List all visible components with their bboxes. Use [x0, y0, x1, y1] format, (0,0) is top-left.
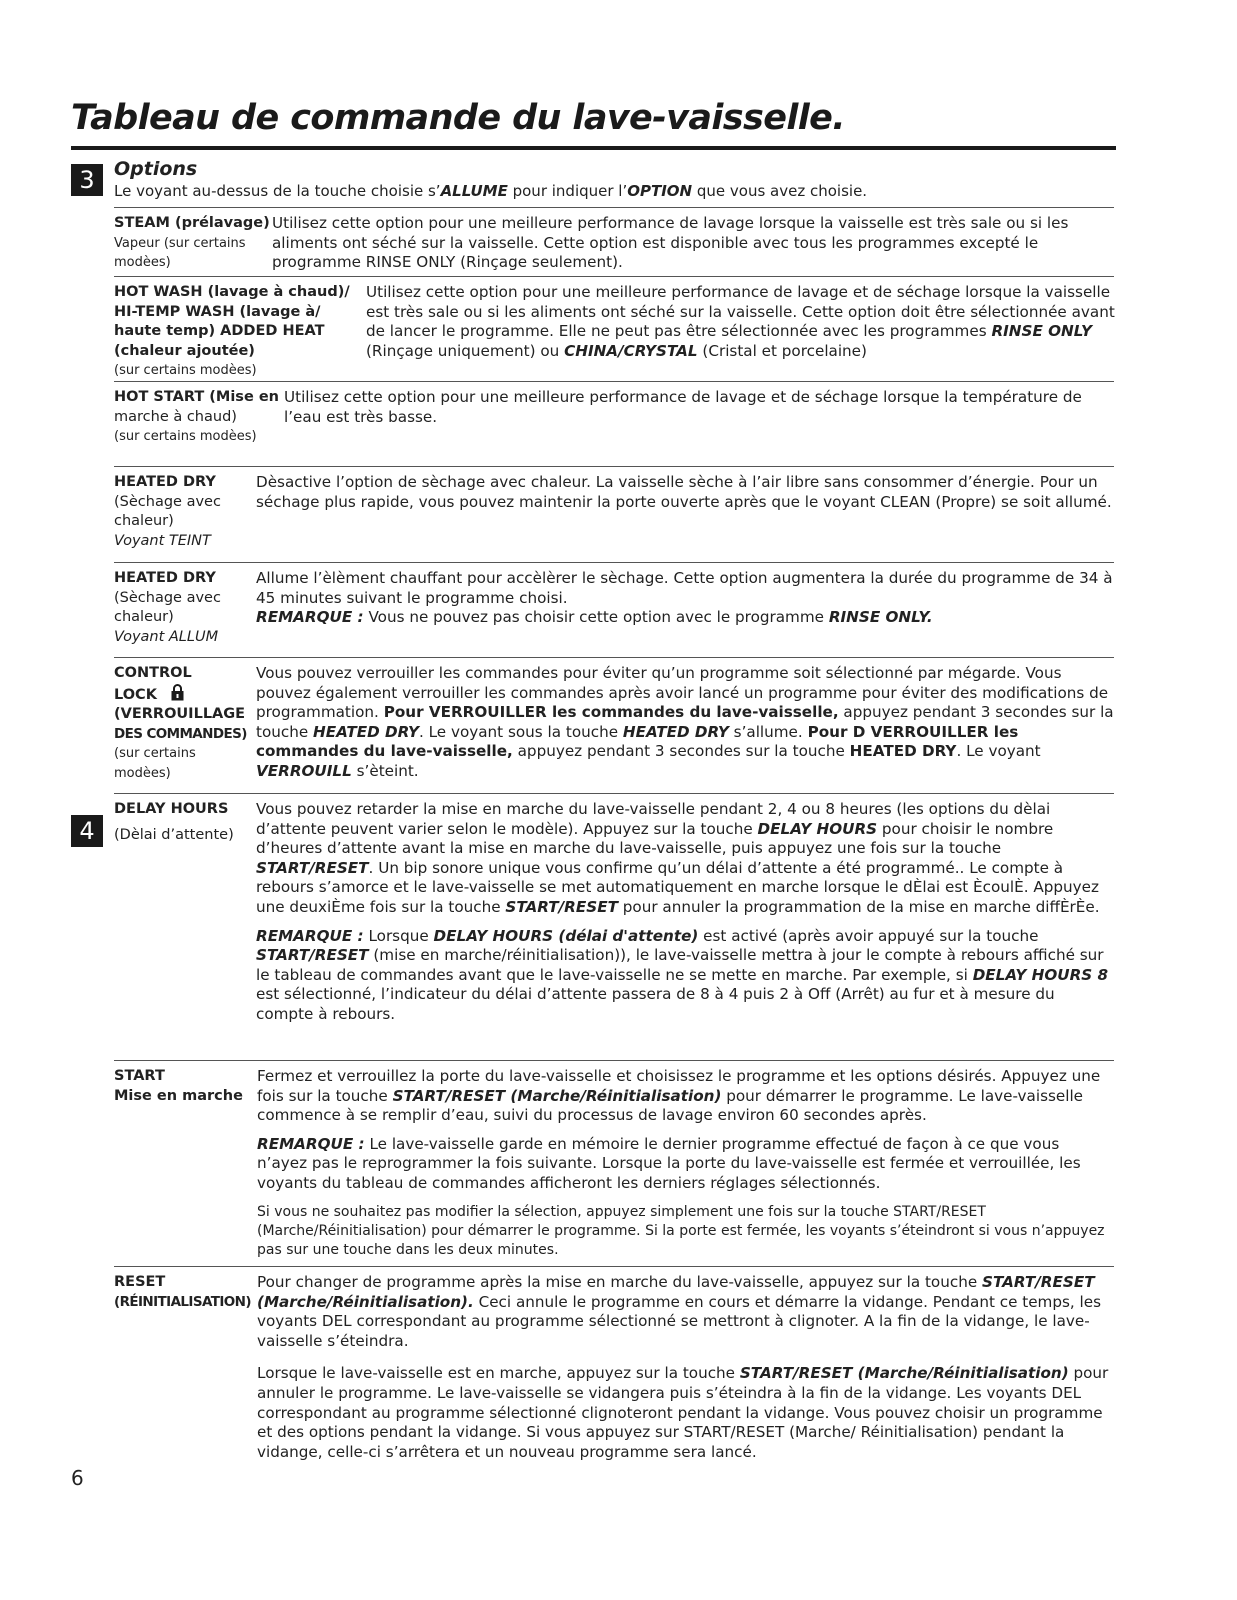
option-row-start — [114, 1060, 1114, 1266]
option-label: CONTROL LOCK (VERROUILLAGE DES COMMANDES) (sur certains modèes) — [114, 665, 247, 781]
page-number: 6 — [71, 1466, 84, 1490]
option-label: DELAY HOURS (Dèlai d’attente) — [114, 801, 234, 843]
option-description: Utilisez cette option pour une meilleure performance de lavage lorsque la vaisselle est très sale ou si les aliments ont séché sur la vaisselle. Cette option est disponible avec tous les programmes excepté le programme RINSE ONLY (Rinçage seulement). — [272, 214, 1069, 272]
section-intro: Le voyant au-dessus de la touche choisie s’ALLUME pour indiquer l’OPTION que vous avez choisie. — [114, 182, 868, 200]
option-row-reset — [114, 1266, 1114, 1467]
option-description: Utilisez cette option pour une meilleure performance de lavage et de séchage lorsque la température de l’eau est très basse. — [284, 388, 1082, 426]
option-row-heated-dry-on — [114, 562, 1114, 658]
option-description: Vous pouvez retarder la mise en marche du lave-vaisselle pendant 2, 4 ou 8 heures (les options du dèlai d’attente peuvent varier selon le modèle). Appuyez sur la touche DELAY HOURS pour choisir le nombre d’heures d’attente avant la mise en marche du lave-vaisselle, puis appuyez une fois sur la touche START/RESET. Un bip sonore unique vous confirme qu’un délai d’attente a été programmé.. Le compte à rebours s’amorce et le lave-vaisselle se met automatiquement en marche lorsque le dÈlai est ÈcoulÈ. Appuyez une deuxiÈme fois sur la touche START/RESET pour annuler la programmation de la mise en marche diffÈrÈe. REMARQUE : Lorsque DELAY HOURS (délai d'attente) est activé (après avoir appuyé sur la touche START/RESET (mise en marche/réinitialisation)), le lave-vaisselle mettra à jour le compte à rebours affiché sur le tableau de commandes avant que le lave-vaisselle ne se mette en marche. Par exemple, si DELAY HOURS 8 est sélectionné, l’indicateur du délai d’attente passera de 8 à 4 puis 2 à Off (Arrêt) au fur et à mesure du compte à rebours. — [256, 800, 1109, 1023]
option-label: HEATED DRY (Sèchage avec chaleur) Voyant TEINT — [114, 474, 221, 549]
section-title: Options — [114, 158, 198, 180]
option-description: Utilisez cette option pour une meilleure performance de lavage et de séchage lorsque la vaisselle est très sale ou si les aliments ont séché sur la vaisselle. Cette option doit être sélectionnée avant de lancer le programme. Elle ne peut pas être sélectionnée avec les programmes RINSE ONLY (Rinçage uniquement) ou CHINA/CRYSTAL (Cristal et porcelaine) — [366, 283, 1115, 360]
section-number-badge: 3 — [71, 164, 103, 196]
option-row-hot-wash — [114, 276, 1114, 381]
option-label: HOT WASH (lavage à chaud)/ HI-TEMP WASH (lavage à/ haute temp) ADDED HEAT (chaleur ajoutée) (sur certains modèes) — [114, 284, 350, 378]
option-row-control-lock — [114, 657, 1114, 794]
option-description: Fermez et verrouillez la porte du lave-vaisselle et choisissez le programme et les options désirés. Appuyez une fois sur la touche START/RESET (Marche/Réinitialisation) pour démarrer le programme. Le lave-vaisselle commence à se remplir d’eau, suivi du processus de lavage environ 60 secondes après. REMARQUE : Le lave-vaisselle garde en mémoire le dernier programme effectué de façon à ce que vous n’ayez pas le reprogrammer la fois suivante. Lorsque la porte du lave-vaisselle est fermée et verrouillée, les voyants du tableau de commandes afficheront les derniers réglages sélectionnés. Si vous ne souhaitez pas modifier la sélection, appuyez simplement une fois sur la touche START/RESET (Marche/Réinitialisation) pour démarrer le programme. Si la porte est fermée, les voyants s’éteindront si vous n’appuyez pas sur une touche dans les deux minutes. — [257, 1067, 1105, 1258]
option-label: HEATED DRY (Sèchage avec chaleur) Voyant ALLUM — [114, 570, 221, 645]
lock-icon — [171, 684, 184, 701]
option-row-steam — [114, 207, 1114, 276]
option-row-delay-hours — [114, 793, 1114, 1060]
page-title: Tableau de commande du lave-vaisselle. — [71, 98, 845, 138]
option-description: Allume l’èlèment chauffant pour accèlèrer le sèchage. Cette option augmentera la durée du programme de 34 à 45 minutes suivant le programme choisi. REMARQUE : Vous ne pouvez pas choisir cette option avec le programme RINSE ONLY. — [256, 569, 1113, 627]
option-label: STEAM (prélavage) Vapeur (sur certains modèes) — [114, 215, 270, 270]
option-row-hot-start — [114, 381, 1114, 466]
option-description: Pour changer de programme après la mise en marche du lave-vaisselle, appuyez sur la touche START/RESET (Marche/Réinitialisation). Ceci annule le programme en cours et démarre la vidange. Pendant ce temps, les voyants DEL correspondant au programme sélectionné se mettront à clignoter. A la fin de la vidange, le lave-vaisselle s’éteindra. Lorsque le lave-vaisselle est en marche, appuyez sur la touche START/RESET (Marche/Réinitialisation) pour annuler le programme. Le lave-vaisselle se vidangera puis s’éteindra à la fin de la vidange. Les voyants DEL correspondant au programme sélectionné clignoteront pendant la vidange. Vous pouvez choisir un programme et des options pendant la vidange. Si vous appuyez sur START/RESET (Marche/ Réinitialisation) pendant la vidange, celle-ci s’arrêtera et un nouveau programme sera lancé. — [257, 1273, 1109, 1461]
option-label: RESET (RÉINITIALISATION) — [114, 1274, 251, 1310]
option-label: START Mise en marche — [114, 1068, 243, 1104]
section-number-badge: 4 — [71, 815, 103, 847]
option-row-heated-dry-off — [114, 466, 1114, 562]
option-description: Dèsactive l’option de sèchage avec chaleur. La vaisselle sèche à l’air libre sans consommer d’énergie. Pour un séchage plus rapide, vous pouvez maintenir la porte ouverte après que le voyant CLEAN (Propre) se soit allumé. — [256, 473, 1112, 511]
title-rule — [71, 146, 1116, 150]
option-label: HOT START (Mise en marche à chaud) (sur certains modèes) — [114, 389, 279, 444]
option-description: Vous pouvez verrouiller les commandes pour éviter qu’un programme soit sélectionné par mégarde. Vous pouvez également verrouiller les commandes après avoir lancé un programme pour éviter des modifications de programmation. Pour VERROUILLER les commandes du lave-vaisselle, appuyez pendant 3 secondes sur la touche HEATED DRY. Le voyant sous la touche HEATED DRY s’allume. Pour D VERROUILLER les commandes du lave-vaisselle, appuyez pendant 3 secondes sur la touche HEATED DRY. Le voyant VERROUILL s’èteint. — [256, 664, 1114, 780]
